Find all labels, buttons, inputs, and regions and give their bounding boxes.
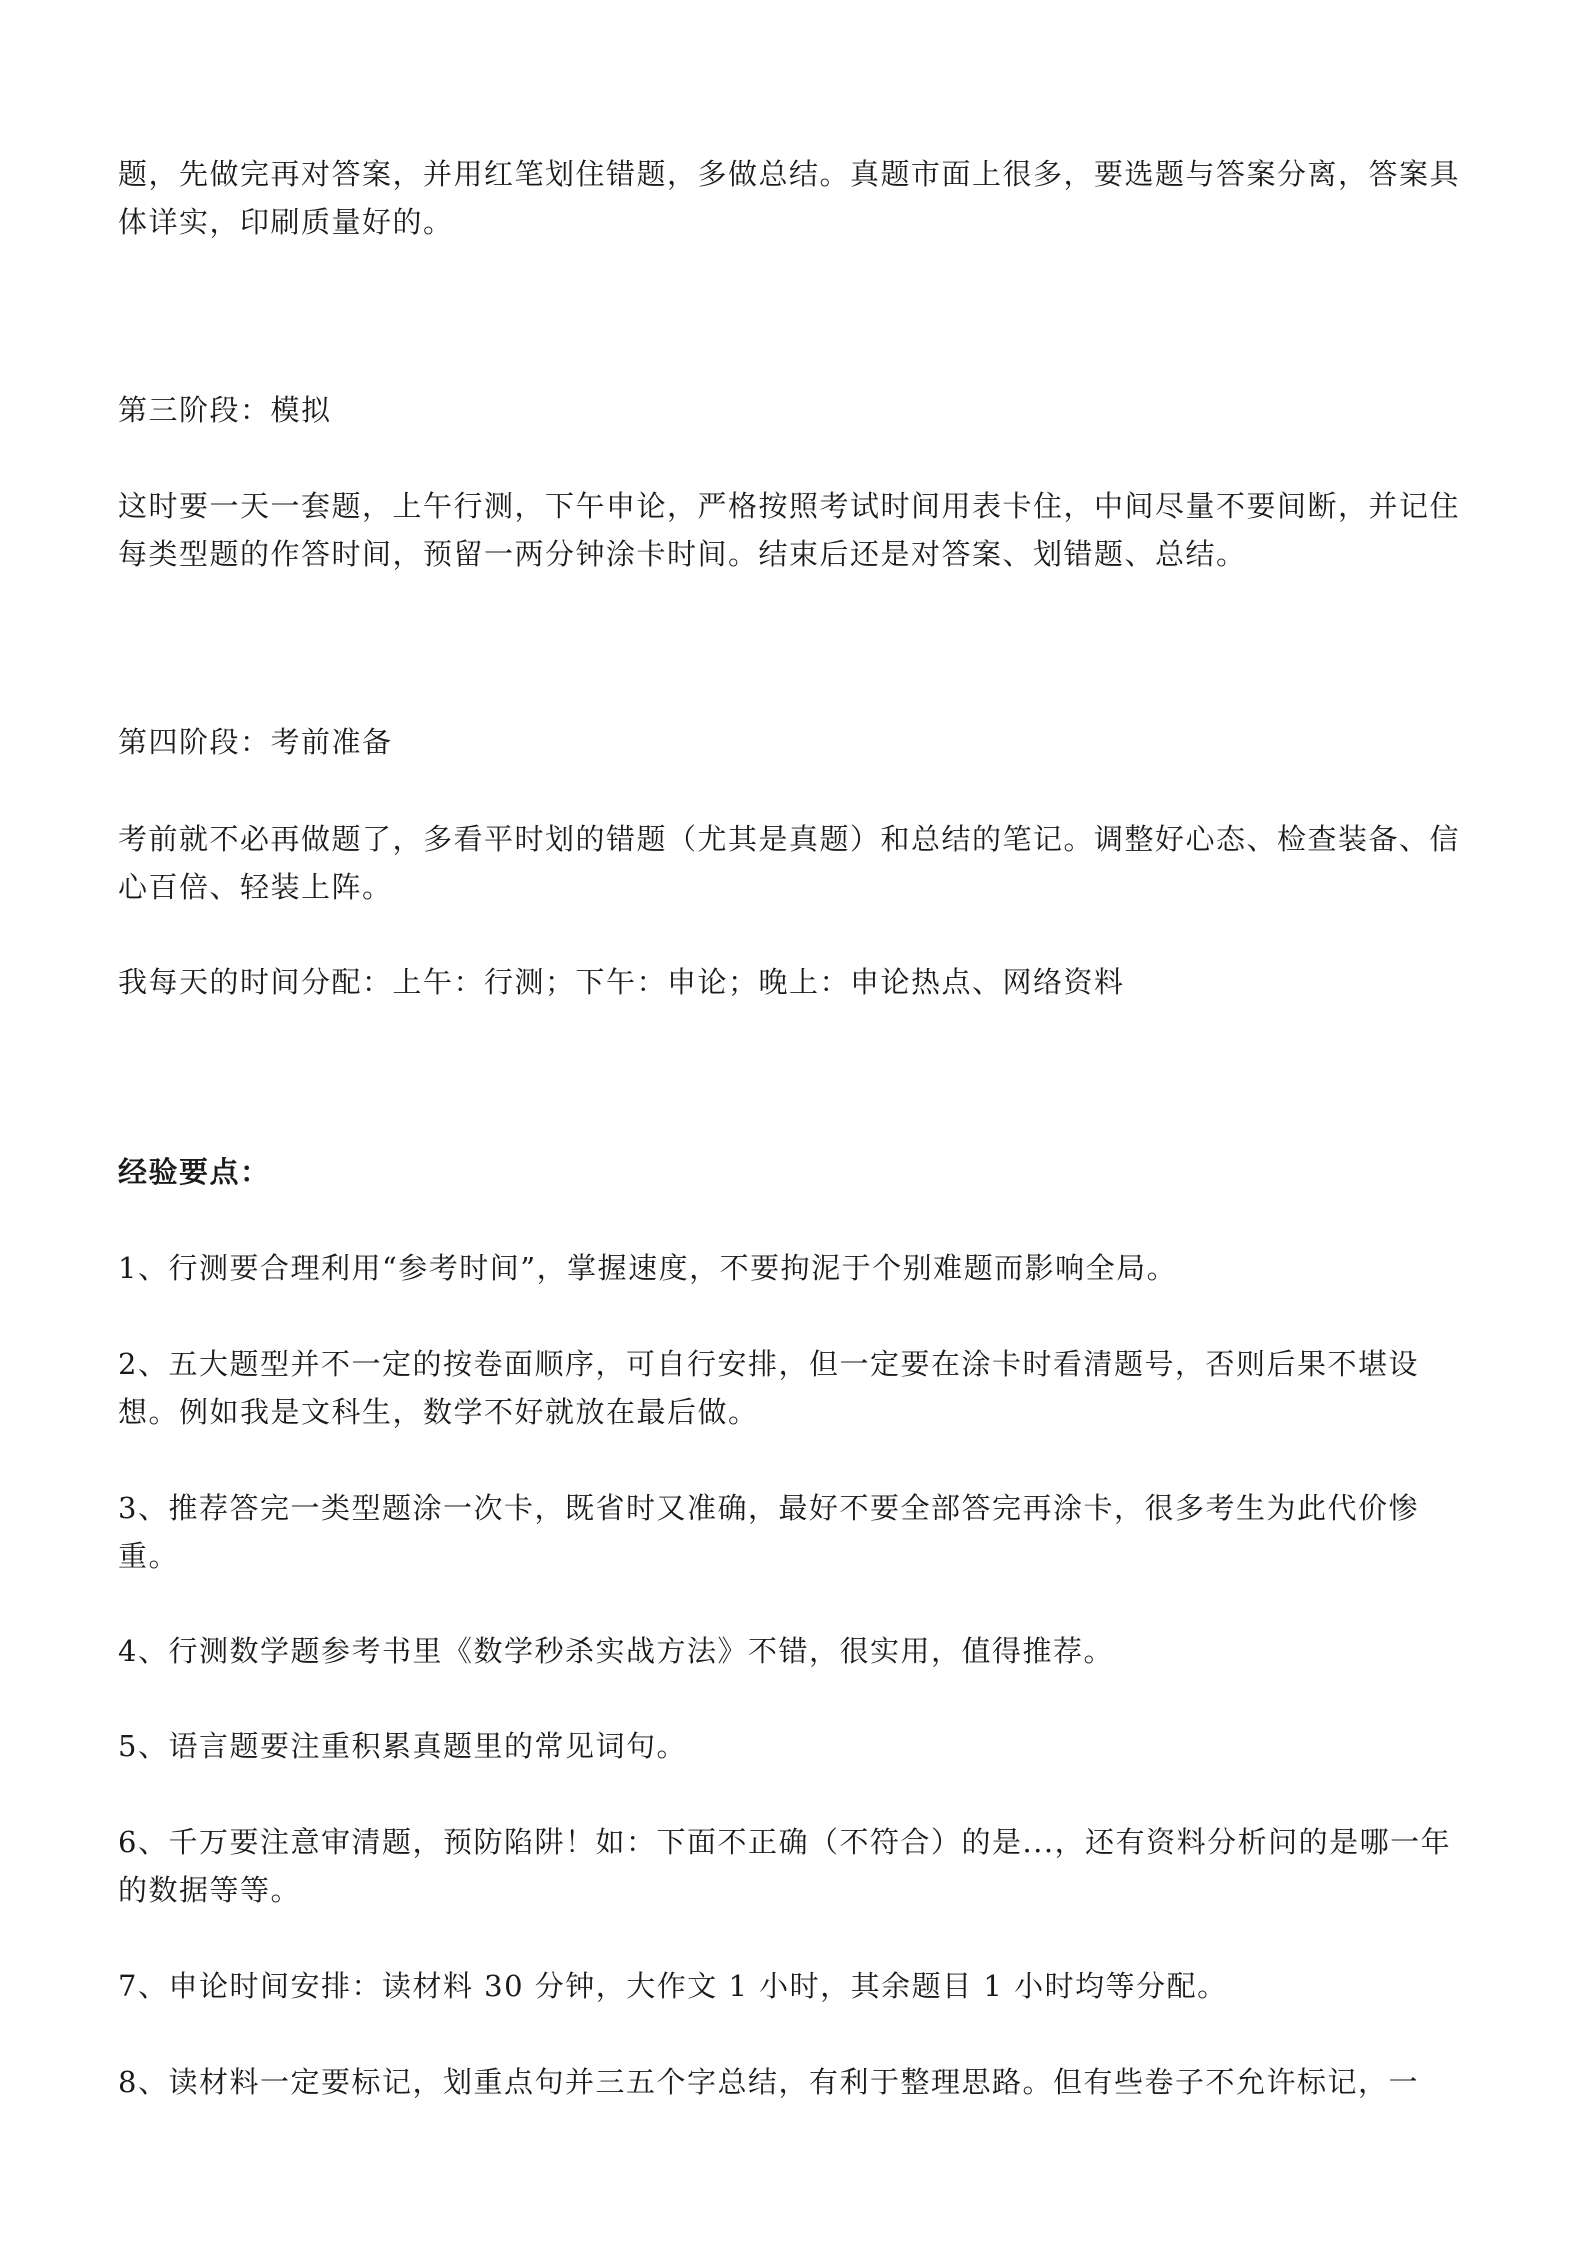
stage3-paragraph: 这时要一天一套题，上午行测，下午申论，严格按照考试时间用表卡住，中间尽量不要间断，并记住每类型题的作答时间，预留一两分钟涂卡时间。结束后还是对答案、划错题、总结。	[118, 489, 1461, 571]
tip-item-1: 1、行测要合理利用“参考时间”，掌握速度，不要拘泥于个别难题而影响全局。	[118, 1251, 1178, 1285]
stage4-heading: 第四阶段：考前准备	[118, 725, 393, 759]
tip-item-6: 6、千万要注意审清题，预防陷阱！如：下面不正确（不符合）的是...，还有资料分析问的是哪一年的数据等等。	[118, 1825, 1452, 1907]
tip-item-5: 5、语言题要注重积累真题里的常见词句。	[118, 1729, 687, 1763]
tip-item-3: 3、推荐答完一类型题涂一次卡，既省时又准确，最好不要全部答完再涂卡，很多考生为此代价惨重。	[118, 1491, 1419, 1573]
intro-paragraph: 题，先做完再对答案，并用红笔划住错题，多做总结。真题市面上很多，要选题与答案分离，答案具体详实，印刷质量好的。	[118, 157, 1461, 239]
tip-item-8: 8、读材料一定要标记，划重点句并三五个字总结，有利于整理思路。但有些卷子不允许标记，一	[118, 2065, 1419, 2099]
tip-item-2: 2、五大题型并不一定的按卷面顺序，可自行安排，但一定要在涂卡时看清题号，否则后果不堪设想。例如我是文科生，数学不好就放在最后做。	[118, 1347, 1419, 1429]
tip-item-4: 4、行测数学题参考书里《数学秒杀实战方法》不错，很实用，值得推荐。	[118, 1634, 1114, 1668]
tip-item-7: 7、申论时间安排：读材料 30 分钟，大作文 1 小时，其余题目 1 小时均等分配。	[118, 1969, 1228, 2003]
stage3-heading: 第三阶段：模拟	[118, 393, 332, 427]
tips-heading: 经验要点：	[118, 1155, 271, 1189]
schedule-paragraph: 我每天的时间分配：上午：行测；下午：申论；晚上：申论热点、网络资料	[118, 965, 1125, 999]
stage4-paragraph: 考前就不必再做题了，多看平时划的错题（尤其是真题）和总结的笔记。调整好心态、检查装备、信心百倍、轻装上阵。	[118, 822, 1461, 904]
